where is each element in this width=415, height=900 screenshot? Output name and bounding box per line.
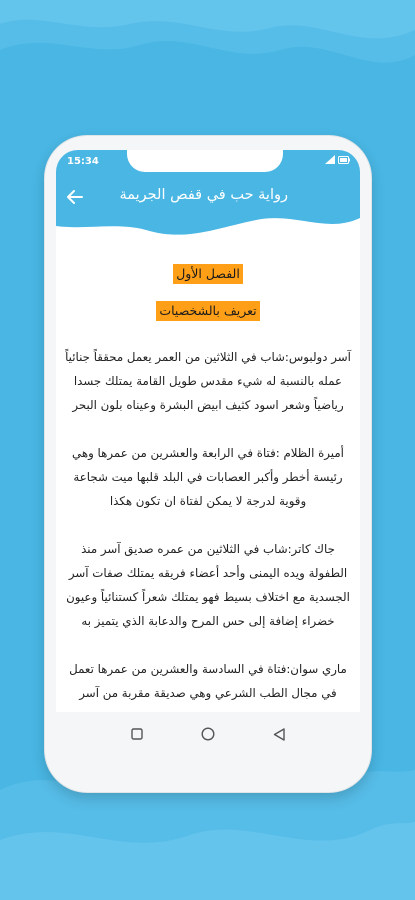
signal-icon xyxy=(325,155,335,164)
paragraph-1: آسر دولبوس:شاب في الثلاثين من العمر يعمل محققاً جنائياً عمله بالنسبة له شيء مقدس طويل القامة يمتلك جسدا رياضياً وشعر اسود كثيف ابيض البشرة وعيناه بلون البحر xyxy=(65,350,351,412)
page-title: رواية حب في قفص الجريمة xyxy=(119,187,288,203)
app-screen xyxy=(56,150,360,712)
paragraph-2: أميرة الظلام :فتاة في الرابعة والعشرين من عمرها وهي رئيسة أخطر وأكبر العصابات في البلد قلبها ميت شجاعة وقوية لدرجة لا يمكن لفتاة ان تكون هكذا xyxy=(72,446,344,508)
status-time: 15:34 xyxy=(67,156,99,167)
section-heading: تعريف بالشخصيات xyxy=(156,301,259,321)
status-bar xyxy=(56,150,360,172)
paragraph-4: ماري سوان:فتاة في السادسة والعشرين من عمرها تعمل في مجال الطب الشرعي وهي صديقة مقربة من آسر xyxy=(69,662,347,700)
home-button[interactable] xyxy=(197,723,219,745)
chapter-content xyxy=(56,250,360,712)
status-icons xyxy=(325,155,350,164)
battery-icon xyxy=(338,156,350,164)
home-icon xyxy=(201,727,215,741)
nav-back-button[interactable] xyxy=(268,723,290,745)
toolbar xyxy=(56,180,360,214)
nav-back-icon xyxy=(273,728,285,741)
recents-button[interactable] xyxy=(126,723,148,745)
arrow-back-icon xyxy=(67,190,83,204)
recents-icon xyxy=(131,728,143,740)
app-header xyxy=(56,150,360,238)
paragraph-3: جاك كاتر:شاب في الثلاثين من عمره صديق آسر منذ الطفولة ويده اليمنى وأحد أعضاء فريقه يمتلك صفات آسر الجسدية مع اختلاف بسيط فهو يمتلك شعراً كستنائياً وعيون خضراء إضافة إلى حس المرح والدعابة الذي يتميز به xyxy=(66,542,350,628)
back-button[interactable] xyxy=(62,184,88,210)
system-nav-bar xyxy=(56,712,360,756)
background-waves-top xyxy=(0,0,415,120)
chapter-heading: الفصل الأول xyxy=(173,264,243,284)
